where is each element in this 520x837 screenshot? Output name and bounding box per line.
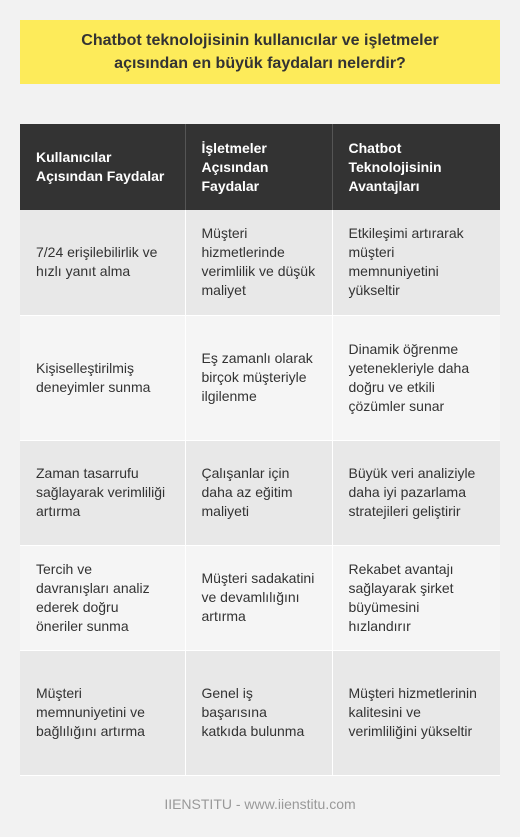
table-cell: Zaman tasarrufu sağlayarak verimliliği artırma: [20, 440, 185, 545]
table-cell: Çalışanlar için daha az eğitim maliyeti: [185, 440, 332, 545]
table-cell: Müşteri hizmetlerinde verimlilik ve düşük maliyet: [185, 210, 332, 315]
title-banner: [20, 20, 500, 84]
table-row: [20, 440, 500, 545]
table-cell: Tercih ve davranışları analiz ederek doğru öneriler sunma: [20, 545, 185, 650]
table-row: [20, 210, 500, 315]
table-cell: Dinamik öğrenme yetenekleriyle daha doğru ve etkili çözümler sunar: [332, 315, 500, 440]
column-header-advantages: Chatbot Teknolojisinin Avantajları: [332, 124, 500, 210]
table-row: [20, 650, 500, 775]
table-cell: Müşteri sadakatini ve devamlılığını artırma: [185, 545, 332, 650]
footer-credit: IIENSTITU - www.iienstitu.com: [164, 796, 356, 812]
column-header-users: Kullanıcılar Açısından Faydalar: [20, 124, 185, 210]
table-cell: Rekabet avantajı sağlayarak şirket büyümesini hızlandırır: [332, 545, 500, 650]
table-cell: Etkileşimi artırarak müşteri memnuniyetini yükseltir: [332, 210, 500, 315]
column-header-businesses: İşletmeler Açısından Faydalar: [185, 124, 332, 210]
table-cell: 7/24 erişilebilirlik ve hızlı yanıt alma: [20, 210, 185, 315]
table-header-row: [20, 124, 500, 210]
table-cell: Müşteri memnuniyetini ve bağlılığını artırma: [20, 650, 185, 775]
table-row: [20, 545, 500, 650]
benefits-table: [20, 124, 500, 776]
table-cell: Eş zamanlı olarak birçok müşteriyle ilgilenme: [185, 315, 332, 440]
table-cell: Müşteri hizmetlerinin kalitesini ve verimliliğini yükseltir: [332, 650, 500, 775]
table-cell: Büyük veri analiziyle daha iyi pazarlama stratejileri geliştirir: [332, 440, 500, 545]
table-cell: Genel iş başarısına katkıda bulunma: [185, 650, 332, 775]
table-row: [20, 315, 500, 440]
page-title: Chatbot teknolojisinin kullanıcılar ve işletmeler açısından en büyük faydaları nelerdir?: [81, 32, 439, 72]
table-cell: Kişiselleştirilmiş deneyimler sunma: [20, 315, 185, 440]
